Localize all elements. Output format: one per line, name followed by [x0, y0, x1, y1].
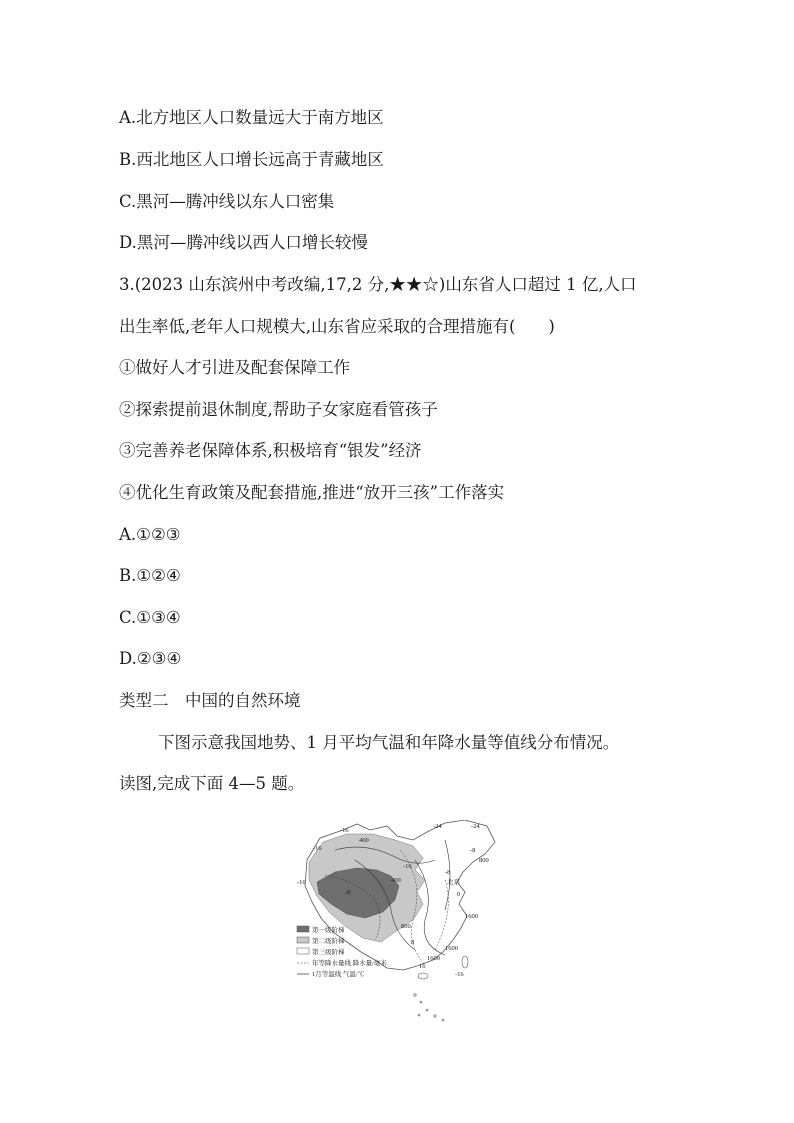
section-intro-line1: 下图示意我国地势、1 月平均气温和年降水量等值线分布情况。 [158, 733, 620, 752]
option-2a: A.北方地区人口数量远大于南方地区 [119, 108, 384, 127]
map-label: 1600 [427, 955, 440, 962]
legend-label: 第二级阶梯 [312, 938, 345, 945]
map-label: 400 [391, 877, 401, 884]
map-label: -16 [340, 827, 349, 834]
option-2d: D.黑河—腾冲线以西人口增长较慢 [119, 233, 368, 252]
q3-item-3: ③完善养老保障体系,积极培育“银发”经济 [119, 441, 422, 460]
map-label: 1600 [445, 945, 458, 952]
q3-option-b: B.①②④ [119, 566, 181, 585]
legend-label: 第一级阶梯 [312, 927, 345, 934]
map-label: -16 [455, 971, 464, 978]
map-label: 16 [419, 963, 426, 970]
map-label: -16 [297, 879, 306, 886]
legend-swatch-second [297, 937, 309, 943]
section-title: 类型二 中国的自然环境 [119, 691, 301, 710]
map-label: -24 [471, 823, 480, 830]
legend-label: 1月等温线 气温/℃ [312, 971, 365, 978]
china-terrain-map [295, 820, 510, 1030]
q3-item-4: ④优化生育政策及配套措施,推进“放开三孩”工作落实 [119, 483, 505, 502]
map-label: -24 [433, 823, 442, 830]
map-label: -8 [470, 847, 476, 854]
option-2c: C.黑河—腾冲线以东人口密集 [119, 192, 335, 211]
legend-swatch-first [297, 926, 309, 932]
map-label: -16 [403, 863, 412, 870]
map-label: 北京 [447, 879, 460, 886]
q3-item-2: ②探索提前退休制度,帮助子女家庭看管孩子 [119, 400, 438, 419]
q3-option-c: C.①③④ [119, 608, 181, 627]
map-label: 800 [479, 857, 489, 864]
q3-option-d: D.②③④ [119, 649, 182, 668]
legend-label: 年等降水量线 降水量/毫米 [312, 960, 387, 967]
map-label: 8 [411, 939, 415, 946]
map-label: 0 [457, 891, 461, 898]
map-label: -16 [313, 845, 322, 852]
section-intro-line2: 读图,完成下面 4—5 题。 [119, 774, 305, 793]
q3-item-1: ①做好人才引进及配套保障工作 [119, 358, 350, 377]
map-label: 1600 [465, 913, 478, 920]
map-label: 400 [359, 837, 369, 844]
map-label: 800 [401, 923, 411, 930]
question-3-stem-line1: 3.(2023 山东滨州中考改编,17,2 分,★★☆)山东省人口超过 1 亿,人口 [119, 275, 637, 294]
q3-option-a: A.①②③ [119, 525, 181, 544]
legend-label: 第三级阶梯 [312, 949, 345, 956]
map-label: -8 [345, 889, 351, 896]
legend-swatch-third [297, 948, 309, 954]
question-3-stem-line2: 出生率低,老年人口规模大,山东省应采取的合理措施有( ) [119, 317, 555, 336]
map-label: -8 [445, 869, 451, 876]
option-2b: B.西北地区人口增长远高于青藏地区 [119, 150, 384, 169]
